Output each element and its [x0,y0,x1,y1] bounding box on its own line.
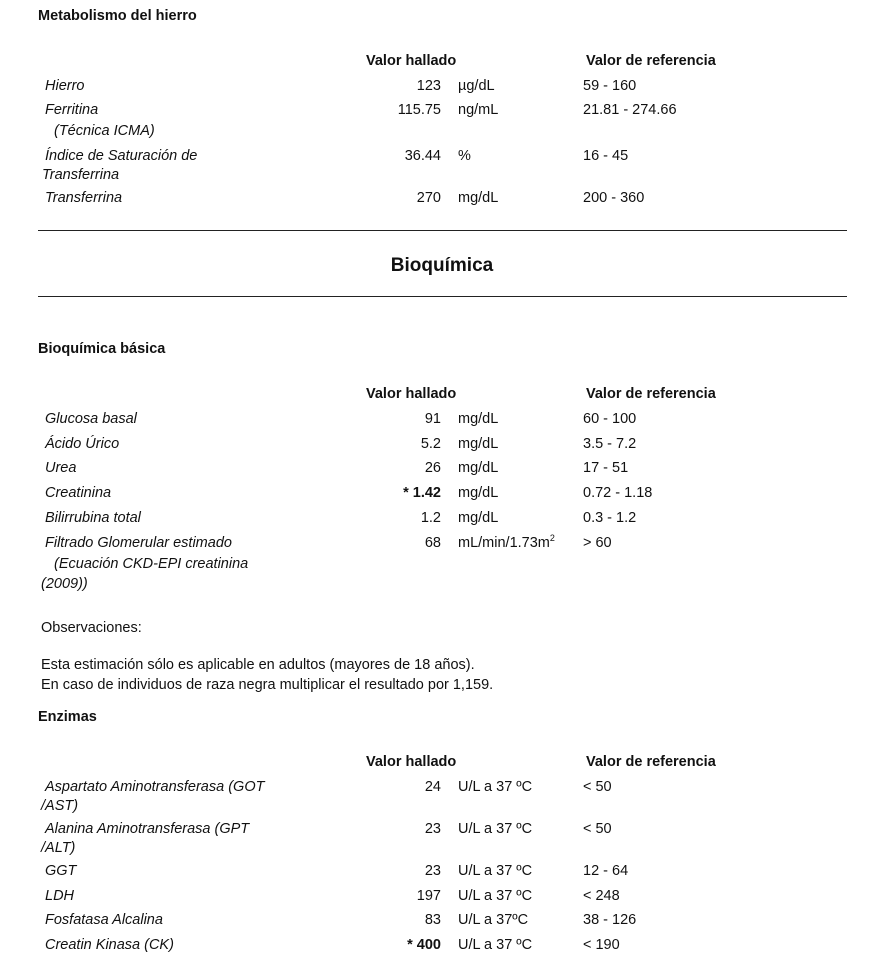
test-ref: 0.72 - 1.18 [583,485,653,501]
table-row [0,863,870,883]
test-value: 1.2 [420,510,441,526]
test-name: Hierro [45,78,85,94]
enzymes-section-title: Enzimas [38,709,97,725]
basic-header-value: Valor hallado [366,386,457,402]
test-value: 5.2 [420,436,441,452]
test-name: Bilirrubina total [45,510,141,526]
test-ref: 12 - 64 [583,863,629,879]
table-row [0,102,870,122]
table-row-continuation [0,576,870,596]
iron-section-title: Metabolismo del hierro [38,8,197,24]
iron-header-value: Valor hallado [366,53,457,69]
test-ref: 0.3 - 1.2 [583,510,637,526]
test-unit: mg/dL [458,411,499,427]
test-name: GGT [45,863,77,879]
test-unit: mg/dL [458,510,499,526]
test-value: 270 [416,190,441,206]
table-row [0,510,870,530]
table-row-continuation [0,123,870,143]
flagged-value: * 1.42 [403,485,441,501]
test-unit: mg/dL [458,190,499,206]
test-name: Glucosa basal [45,411,137,427]
test-unit: µg/dL [458,78,495,94]
table-row [0,148,870,168]
test-unit: ng/mL [458,102,499,118]
test-unit: U/L a 37 ºC [458,863,533,879]
test-name: Índice de Saturación de [45,148,198,164]
test-value: 23 [424,863,441,879]
test-ref: < 190 [583,937,620,953]
observation-line: En caso de individuos de raza negra multiplicar el resultado por 1,159. [41,677,494,693]
test-method: (Técnica ICMA) [54,123,155,139]
test-ref: < 50 [583,779,612,795]
table-row [0,460,870,480]
test-name-continued: /AST) [41,798,79,814]
table-row [0,485,870,505]
unit-superscript: 2 [549,533,555,544]
unit-text: mL/min/1.73m [458,535,550,551]
test-name-continued: /ALT) [41,840,76,856]
test-ref: 3.5 - 7.2 [583,436,637,452]
enzymes-header-ref: Valor de referencia [586,754,716,770]
test-unit: U/L a 37 ºC [458,937,533,953]
test-name: Urea [45,460,77,476]
test-ref: 17 - 51 [583,460,629,476]
test-name: Fosfatasa Alcalina [45,912,163,928]
test-unit: % [458,148,471,164]
test-name: Aspartato Aminotransferasa (GOT [45,779,265,795]
test-name: Creatinina [45,485,112,501]
test-value: 24 [424,779,441,795]
test-ref: 21.81 - 274.66 [583,102,677,118]
table-row [0,78,870,98]
basic-section-title: Bioquímica básica [38,341,166,357]
test-value: 26 [424,460,441,476]
test-value: 123 [416,78,441,94]
test-ref: > 60 [583,535,612,551]
test-value: 91 [424,411,441,427]
test-value: 68 [424,535,441,551]
test-ref: 60 - 100 [583,411,637,427]
table-row-continuation [0,840,870,860]
table-row-continuation [0,798,870,818]
test-unit: mg/dL [458,436,499,452]
test-name: Ferritina [45,102,99,118]
test-name: LDH [45,888,75,904]
test-unit: U/L a 37 ºC [458,888,533,904]
test-name: Creatin Kinasa (CK) [45,937,174,953]
iron-header-ref: Valor de referencia [586,53,716,69]
enzymes-header-value: Valor hallado [366,754,457,770]
observation-line: Esta estimación sólo es aplicable en adultos (mayores de 18 años). [41,657,475,673]
test-value: 83 [424,912,441,928]
table-row [0,535,870,555]
test-value: 115.75 [397,102,441,118]
test-name: Alanina Aminotransferasa (GPT [45,821,250,837]
basic-header-ref: Valor de referencia [586,386,716,402]
table-row [0,411,870,431]
table-row [0,779,870,799]
table-row [0,821,870,841]
table-row [0,937,870,957]
test-ref: 59 - 160 [583,78,637,94]
test-ref: 38 - 126 [583,912,637,928]
divider [38,296,847,297]
test-name: Filtrado Glomerular estimado [45,535,232,551]
test-unit [458,535,555,551]
test-ref: 200 - 360 [583,190,645,206]
divider [38,230,847,231]
table-row [0,912,870,932]
test-unit: U/L a 37 ºC [458,779,533,795]
table-row [0,888,870,908]
test-ref: 16 - 45 [583,148,629,164]
biochemistry-title: Bioquímica [390,255,494,276]
test-value: 23 [424,821,441,837]
test-name: Ácido Úrico [45,436,120,452]
test-name: Transferrina [45,190,123,206]
test-ref: < 248 [583,888,620,904]
table-row [0,190,870,210]
table-row-continuation [0,556,870,576]
test-ref: < 50 [583,821,612,837]
test-unit: mg/dL [458,460,499,476]
observations-label: Observaciones: [41,620,142,636]
test-unit: U/L a 37 ºC [458,821,533,837]
table-row-continuation [0,167,870,187]
test-unit: mg/dL [458,485,499,501]
test-unit: U/L a 37ºC [458,912,529,928]
test-value: 36.44 [404,148,441,164]
flagged-value: * 400 [407,937,441,953]
test-name-continued: Transferrina [42,167,120,183]
test-method: (Ecuación CKD-EPI creatinina [54,556,249,572]
test-value: 197 [416,888,441,904]
table-row [0,436,870,456]
test-method-continued: (2009)) [41,576,88,592]
